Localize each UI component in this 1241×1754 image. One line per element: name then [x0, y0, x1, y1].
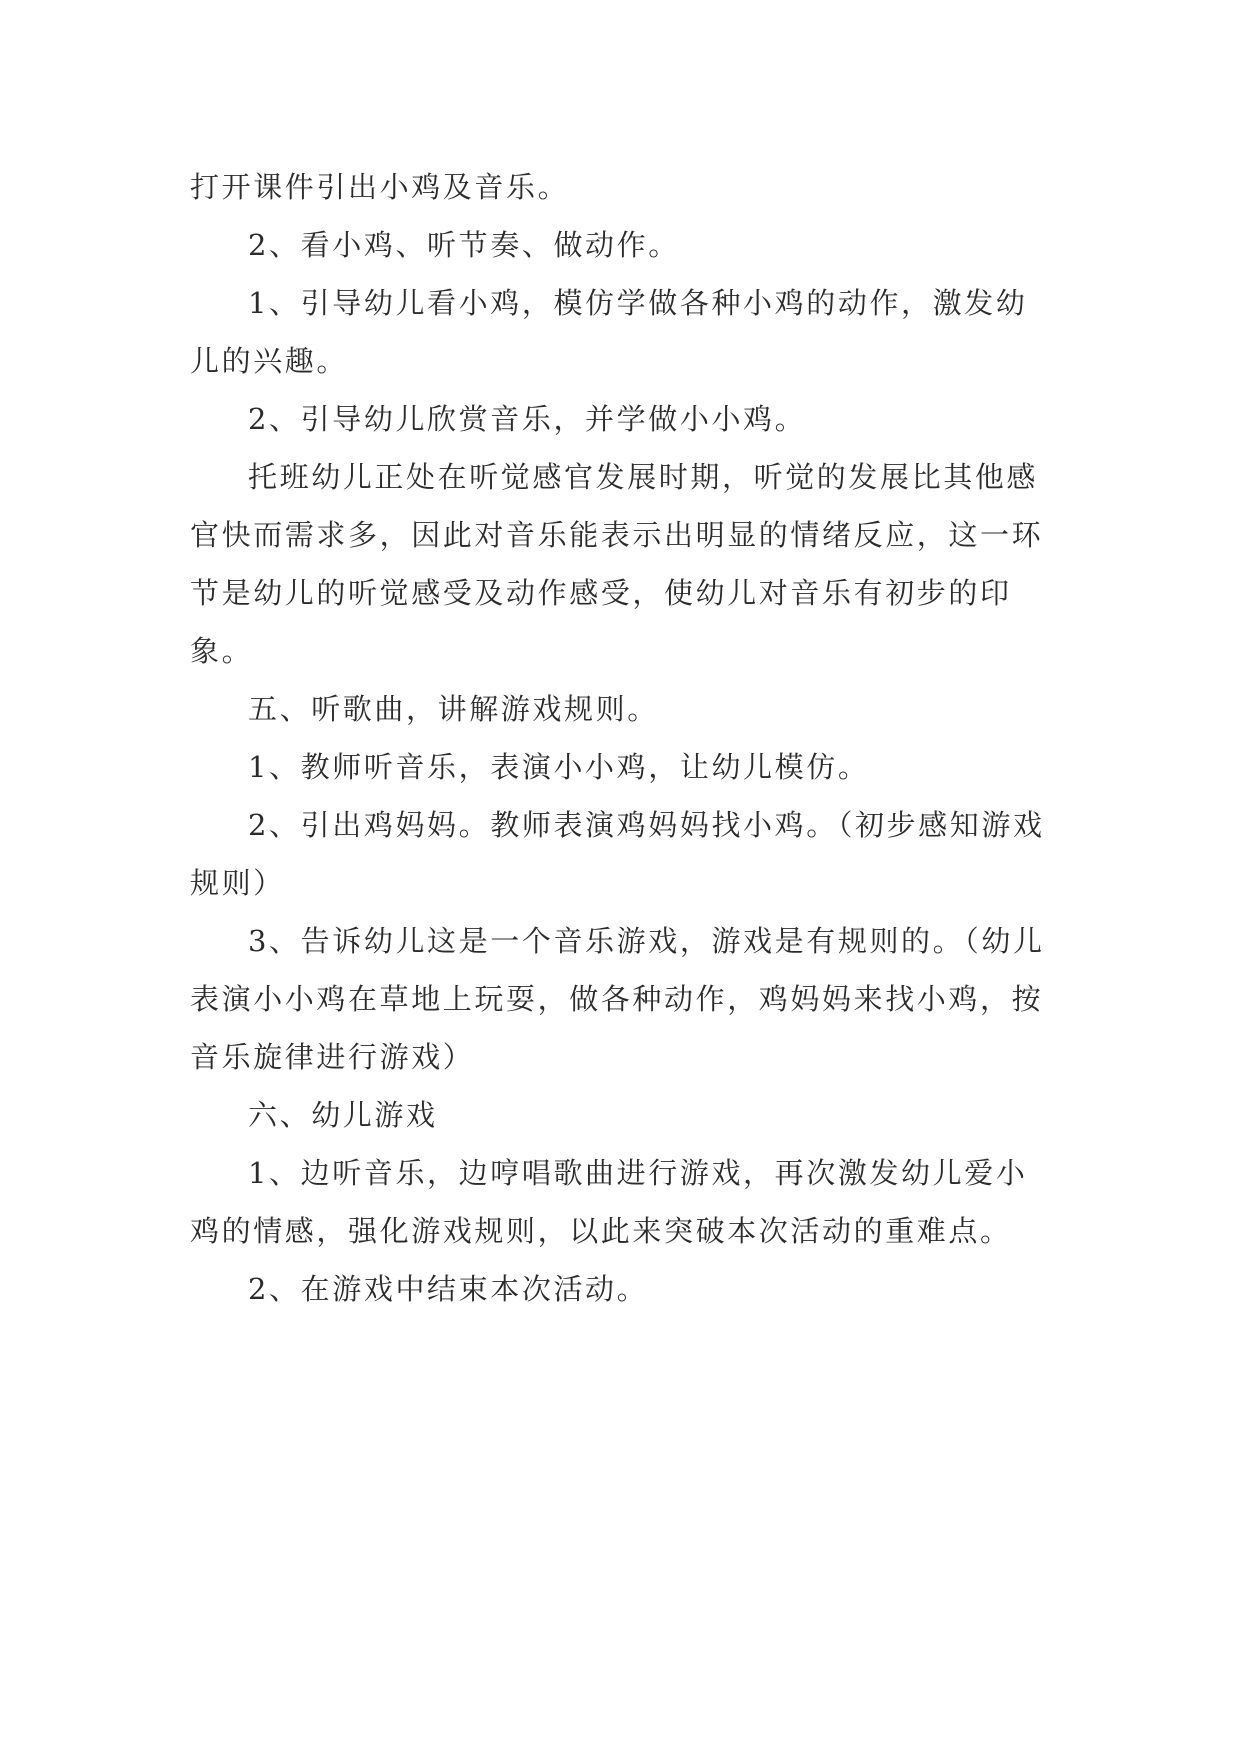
paragraph-8: 2、引出鸡妈妈。教师表演鸡妈妈找小鸡。（初步感知游戏规则） — [190, 808, 1045, 900]
paragraph-9: 3、告诉幼儿这是一个音乐游戏，游戏是有规则的。（幼儿表演小小鸡在草地上玩耍，做各种动作，鸡妈妈来找小鸡，按音乐旋律进行游戏） — [190, 924, 1045, 1074]
paragraph-3: 1、引导幼儿看小鸡，模仿学做各种小鸡的动作，激发幼儿的兴趣。 — [190, 286, 1028, 378]
paragraph-2: 2、看小鸡、听节奏、做动作。 — [248, 228, 680, 262]
document-body — [190, 158, 1058, 1318]
paragraph-10: 六、幼儿游戏 — [248, 1098, 438, 1132]
paragraph-11: 1、边听音乐，边哼唱歌曲进行游戏，再次激发幼儿爱小鸡的情感，强化游戏规则，以此来突破本次活动的重难点。 — [190, 1156, 1028, 1248]
paragraph-4: 2、引导幼儿欣赏音乐，并学做小小鸡。 — [248, 402, 807, 436]
paragraph-12: 2、在游戏中结束本次活动。 — [248, 1272, 649, 1306]
paragraph-1: 打开课件引出小鸡及音乐。 — [190, 170, 570, 204]
paragraph-6: 五、听歌曲，讲解游戏规则。 — [248, 692, 659, 726]
paragraph-5: 托班幼儿正处在听觉感官发展时期，听觉的发展比其他感官快而需求多，因此对音乐能表示出明显的情绪反应，这一环节是幼儿的听觉感受及动作感受，使幼儿对音乐有初步的印象。 — [190, 460, 1044, 668]
paragraph-7: 1、教师听音乐，表演小小鸡，让幼儿模仿。 — [248, 750, 870, 784]
